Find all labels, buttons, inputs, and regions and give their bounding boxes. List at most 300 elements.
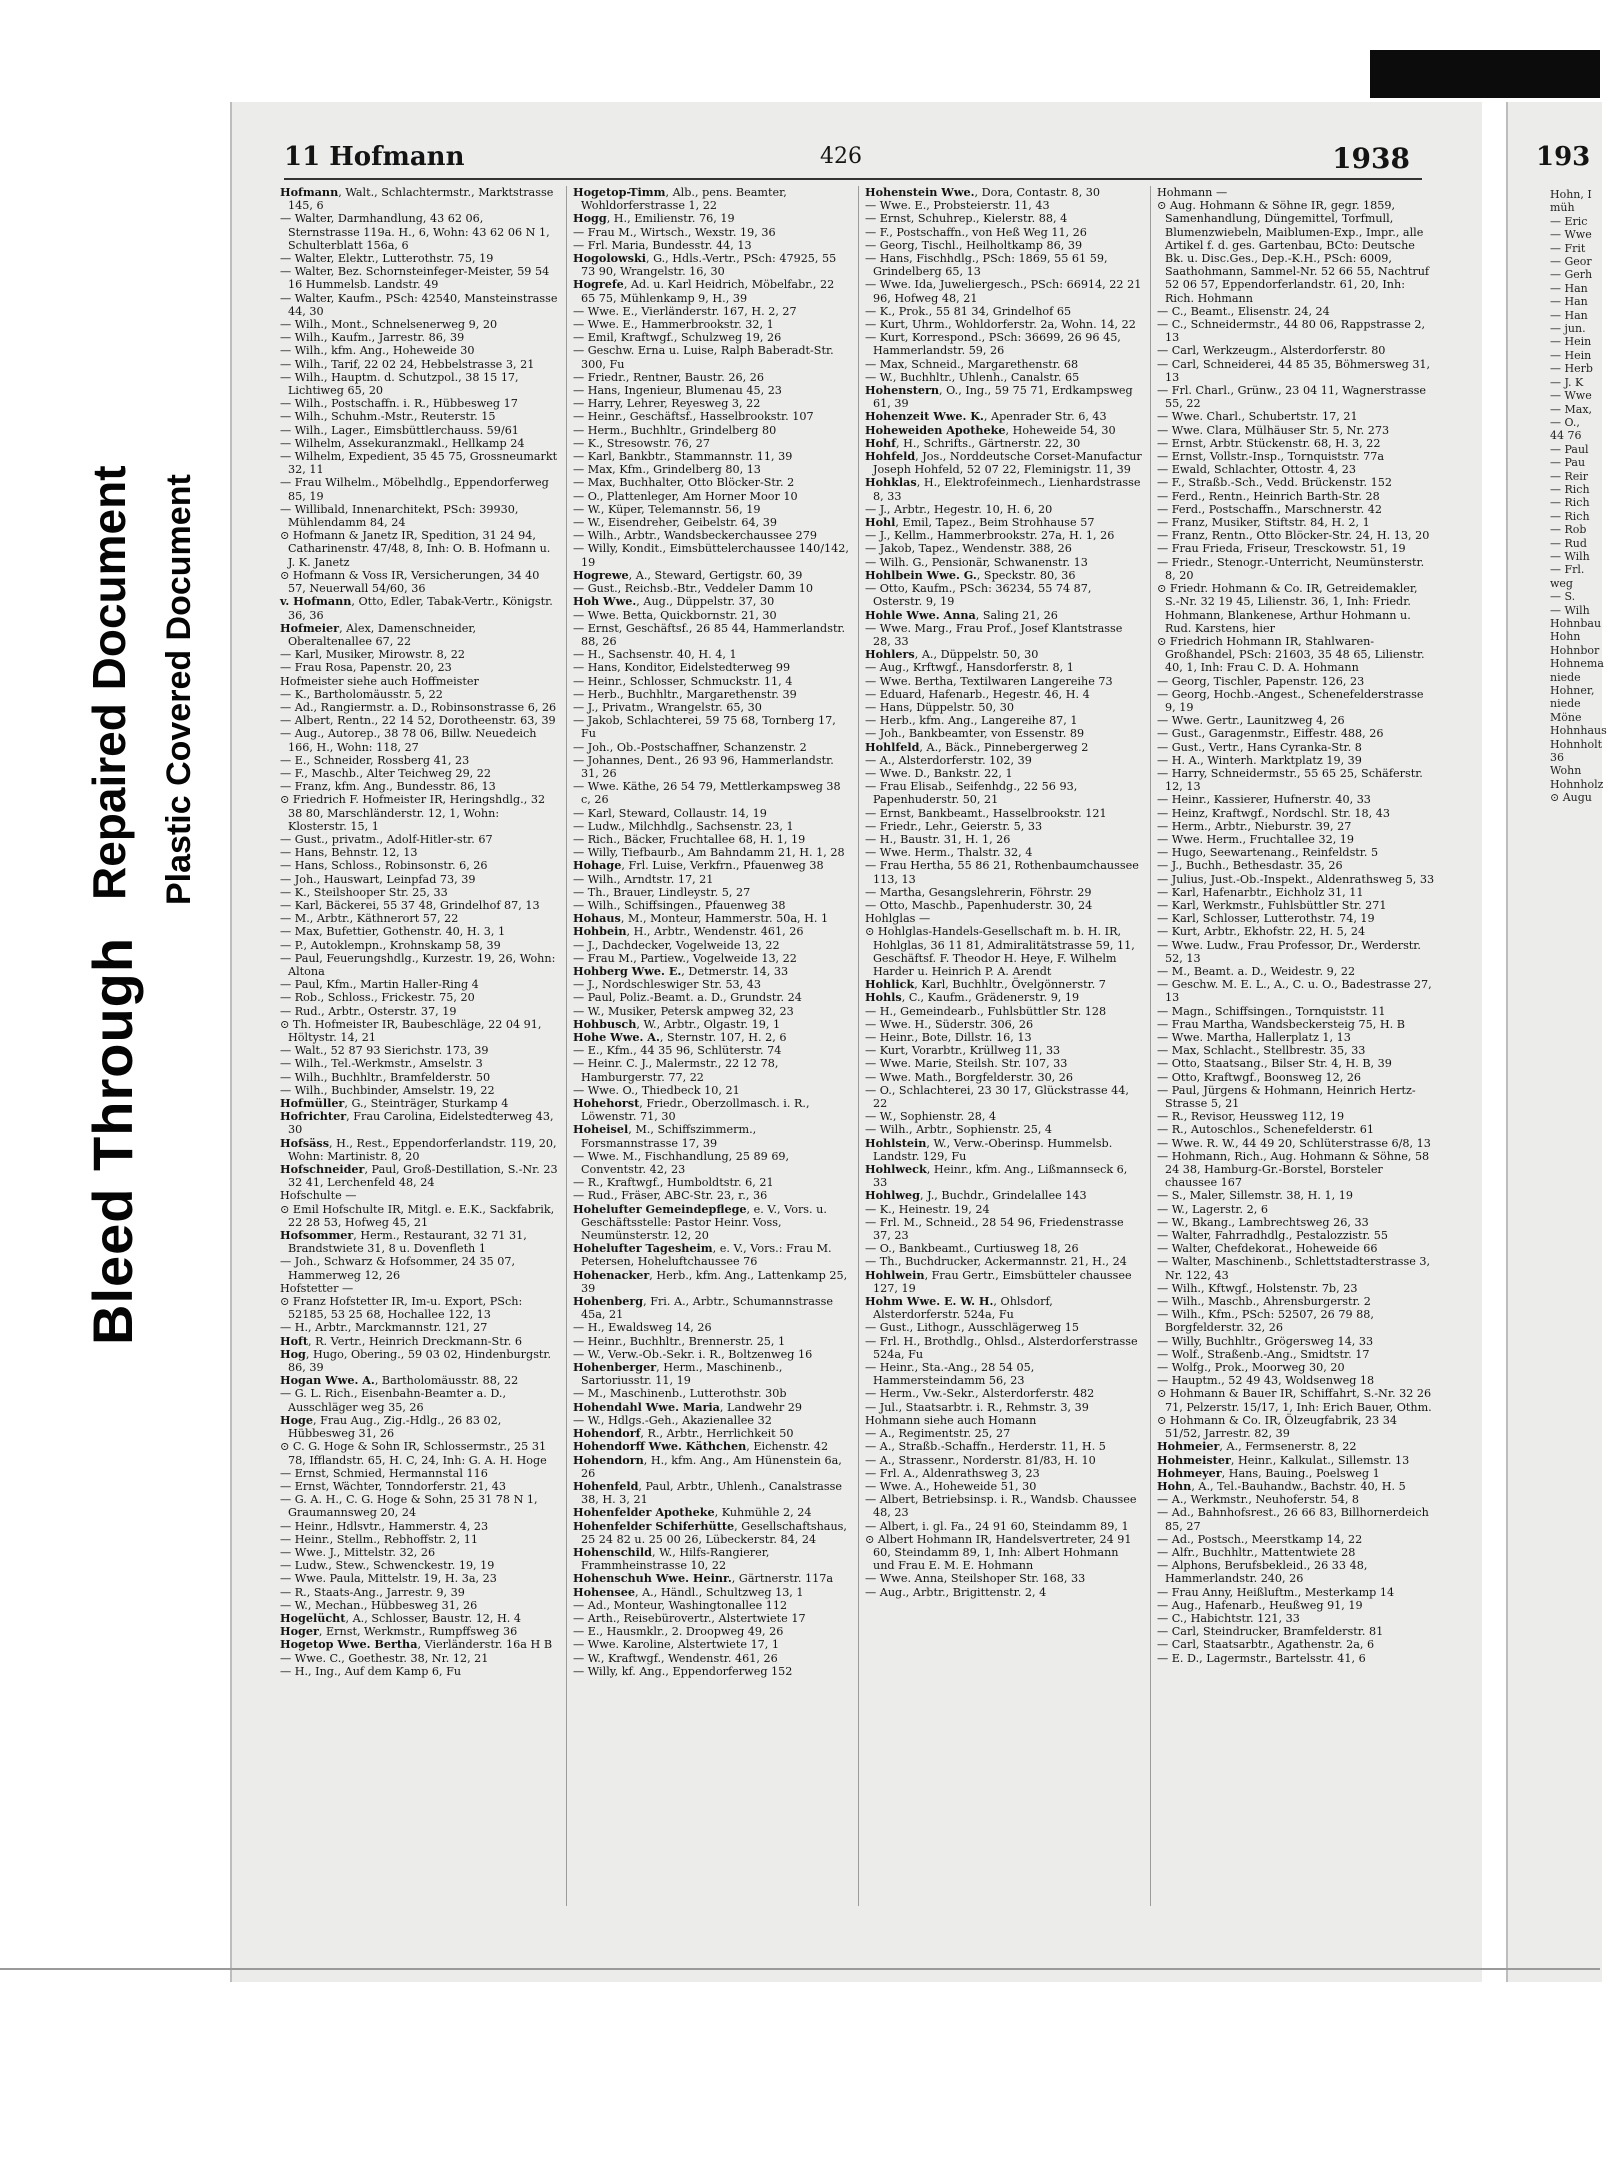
directory-entry: Hohelufter Tagesheim, e. V., Vors.: Frau M. Petersen, Hoheluftchaussee 76 — [573, 1241, 832, 1269]
directory-entry: — Kurt, Uhrm., Wohldorferstr. 2a, Wohn. 14, 22 — [865, 318, 1136, 332]
directory-entry: — Wolf., Straßenb.-Ang., Smidtstr. 17 — [1157, 1347, 1370, 1361]
directory-entry: — Wwe. A., Hoheweide 51, 30 — [865, 1479, 1037, 1493]
directory-entry: — Wwe. Math., Borgfelderstr. 30, 26 — [865, 1070, 1074, 1084]
directory-entry: — Alfr., Buchhltr., Mattentwiete 28 — [1157, 1545, 1356, 1559]
directory-entry: — Heinz, Kraftwgf., Nordschl. Str. 18, 43 — [1157, 806, 1390, 820]
directory-entry: — Heinr., Sta.-Ang., 28 54 05, Hammersteindamm 56, 23 — [865, 1361, 1035, 1388]
directory-entry: — Hans, Schloss., Robinsonstr. 6, 26 — [280, 859, 488, 873]
directory-entry: Hohe Wwe. A., Sternstr. 107, H. 2, 6 — [573, 1030, 787, 1044]
adjacent-line: — Han — [1550, 308, 1588, 322]
directory-entry: — Wwe. Bertha, Textilwaren Langereihe 73 — [865, 674, 1113, 688]
directory-entry: — Ernst, Geschäftsf., 26 85 44, Hammerlandstr. 88, 26 — [573, 621, 846, 648]
directory-entry: — E. D., Lagermstr., Bartelsstr. 41, 6 — [1157, 1651, 1366, 1665]
directory-entry: — Walter, Maschinenb., Schlettstadterstrasse 3, Nr. 122, 43 — [1157, 1255, 1431, 1282]
directory-entry: — Gust., Garagenmstr., Eiffestr. 488, 26 — [1157, 727, 1384, 741]
directory-entry: — Walter, Chefdekorat., Hoheweide 66 — [1157, 1242, 1378, 1256]
directory-entry: — Wilh., Arndtstr. 17, 21 — [573, 872, 714, 886]
directory-entry: — Heinr., Kassierer, Hufnerstr. 40, 33 — [1157, 793, 1371, 807]
adjacent-line: — S. — [1550, 590, 1576, 604]
directory-entry: — Hans, Fischhdlg., PSch: 1869, 55 61 59, Grindelberg 65, 13 — [865, 252, 1108, 279]
directory-entry: — J., Nordschleswiger Str. 53, 43 — [573, 978, 762, 992]
directory-entry: Hofsäss, H., Rest., Eppendorferlandstr. 119, 20, Wohn: Martinistr. 8, 20 — [280, 1135, 557, 1163]
adjacent-column — [1550, 188, 1610, 805]
directory-entry: — Frl. A., Aldenrathsweg 3, 23 — [865, 1466, 1040, 1480]
adjacent-line: Möne — [1550, 710, 1582, 724]
directory-entry: Hohl, Emil, Tapez., Beim Strohhause 57 — [865, 515, 1095, 530]
directory-entry: — Herm., Buchhltr., Grindelberg 80 — [573, 423, 777, 437]
directory-entry: — Arth., Reisebürovertr., Alstertwiete 17 — [573, 1611, 806, 1625]
directory-entry: — J., Arbtr., Hegestr. 10, H. 6, 20 — [865, 502, 1053, 516]
directory-entry: — Joh., Bankbeamter, von Essenstr. 89 — [865, 727, 1085, 741]
directory-entry: — Wwe. Käthe, 26 54 79, Mettlerkampsweg 38 c, 26 — [573, 780, 841, 807]
directory-entry: — Wilh., Schuhm.-Mstr., Reuterstr. 15 — [280, 410, 496, 424]
directory-entry: — Frau Hertha, 55 86 21, Rothenbaumchaussee 113, 13 — [865, 859, 1139, 886]
directory-entry: — P., Autoklempn., Krohnskamp 58, 39 — [280, 938, 501, 952]
directory-entry: — Ernst, Wächter, Tonndorferstr. 21, 43 — [280, 1479, 506, 1493]
directory-entry: Hohbein, H., Arbtr., Wendenstr. 461, 26 — [573, 924, 804, 939]
directory-entry: — Frau Anny, Heißluftm., Mesterkamp 14 — [1157, 1585, 1395, 1599]
directory-entry: Hohenstern, O., Ing., 59 75 71, Erdkampsweg 61, 39 — [865, 383, 1133, 411]
adjacent-line: Hohn, I — [1550, 188, 1592, 201]
directory-entry: — W., Mechan., Hübbesweg 31, 26 — [280, 1598, 478, 1612]
directory-entry: — Wilh., Postschaffn. i. R., Hübbesweg 17 — [280, 397, 518, 411]
directory-entry: Hohendahl Wwe. Maria, Landwehr 29 — [573, 1399, 803, 1414]
directory-entry: — Franz, Musiker, Stiftstr. 84, H. 2, 1 — [1157, 516, 1370, 530]
directory-entry: Hogrefe, Ad. u. Karl Heidrich, Möbelfabr., 22 65 75, Mühlenkamp 9, H., 39 — [573, 277, 835, 305]
directory-entry: — Wilh., Mont., Schnelsenerweg 9, 20 — [280, 318, 498, 332]
directory-entry: — Wwe. Marg., Frau Prof., Josef Klantstrasse 28, 33 — [865, 621, 1123, 648]
directory-entry: — W., Sophienstr. 28, 4 — [865, 1110, 997, 1124]
directory-entry: Hohenfelder Apotheke, Kuhmühle 2, 24 — [573, 1505, 812, 1520]
directory-entry: — Frl. M., Schneid., 28 54 96, Friedenstrasse 37, 23 — [865, 1215, 1124, 1243]
directory-entry: — W., Verw.-Ob.-Sekr. i. R., Boltzenweg 16 — [573, 1347, 813, 1361]
directory-entry: — O., Schlachterei, 23 30 17, Glückstrasse 44, 22 — [865, 1083, 1129, 1111]
adjacent-line: — Paul — [1550, 442, 1589, 456]
directory-entry: — Joh., Hauswart, Leinpfad 73, 39 — [280, 872, 476, 886]
repaired-document-label: Repaired Document — [83, 465, 135, 900]
directory-entry: Hohmann — — [1157, 186, 1228, 199]
directory-entry: — R., Staats-Ang., Jarrestr. 9, 39 — [280, 1585, 465, 1599]
directory-entry: Hohlweg, J., Buchdr., Grindelallee 143 — [865, 1188, 1087, 1203]
directory-entry: Hohelufter Gemeindepflege, e. V., Vors. u. Geschäftsstelle: Pastor Heinr. Voss, Neumünsterstr. 12, 20 — [573, 1201, 827, 1243]
adjacent-line: Hohn — [1550, 630, 1581, 644]
directory-entry: Hohensee, A., Händl., Schultzweg 13, 1 — [573, 1584, 804, 1599]
directory-entry: Hohn, A., Tel.-Bauhandw., Bachstr. 40, H. 5 — [1157, 1478, 1406, 1493]
directory-entry: — Walter, Kaufm., PSch: 42540, Mansteinstrasse 44, 30 — [280, 291, 558, 318]
directory-entry: — Frau Frieda, Friseur, Tresckowstr. 51, 19 — [1157, 542, 1406, 556]
directory-entry: — J., Buchh., Bethesdastr. 35, 26 — [1157, 859, 1343, 873]
directory-entry: Hogetop-Timm, Alb., pens. Beamter, Wohldorferstrasse 1, 22 — [573, 185, 787, 213]
directory-entry: — Carl, Steindrucker, Bramfelderstr. 81 — [1157, 1625, 1384, 1639]
directory-entry: — Ernst, Bankbeamt., Hasselbrookstr. 121 — [865, 806, 1107, 820]
directory-entry: ⊙ Friedrich Hohmann IR, Stahlwaren-Großhandel, PSch: 21603, 35 48 65, Lilienstr. 40, 1, Inh: Frau C. D. A. Hohmann — [1157, 634, 1425, 675]
directory-entry: — Karl, Schlosser, Lutterothstr. 74, 19 — [1157, 912, 1375, 926]
adjacent-line: Hohnbor — [1550, 643, 1600, 657]
adjacent-line: — Wilh — [1550, 549, 1590, 563]
directory-entry: — Frau Rosa, Papenstr. 20, 23 — [280, 661, 452, 675]
directory-entry: — Wwe. Herm., Thalstr. 32, 4 — [865, 846, 1033, 860]
directory-entry: — Gust., Vertr., Hans Cyranka-Str. 8 — [1157, 740, 1362, 754]
directory-entry: — Albert, Rentn., 22 14 52, Dorotheenstr. 63, 39 — [280, 714, 556, 728]
directory-entry: — A., Regimentstr. 25, 27 — [865, 1427, 1011, 1441]
directory-entry: — Frau Elisab., Seifenhdg., 22 56 93, Papenhuderstr. 50, 21 — [865, 780, 1078, 807]
directory-entry: Hohmeyer, Hans, Bauing., Poelsweg 1 — [1157, 1465, 1380, 1480]
directory-entry: — Paul, Feuerungshdlg., Kurzestr. 19, 26, Wohn: Altona — [280, 951, 556, 978]
directory-entry: — Herm., Vw.-Sekr., Alsterdorferstr. 482 — [865, 1387, 1095, 1401]
adjacent-line: Wohn — [1550, 764, 1582, 778]
adjacent-line: 36 — [1550, 751, 1564, 765]
directory-entry: — O., Bankbeamt., Curtiusweg 18, 26 — [865, 1242, 1079, 1256]
directory-entry: — Wwe. O., Thiedbeck 10, 21 — [573, 1083, 740, 1097]
directory-entry: — Max, Schlacht., Stellbrestr. 35, 33 — [1157, 1044, 1366, 1058]
directory-entry: — Wwe. Betta, Quickbornstr. 21, 30 — [573, 608, 777, 622]
directory-entry: — Joh., Ob.-Postschaffner, Schanzenstr. 2 — [573, 740, 807, 754]
directory-entry: — Aug., Hafenarb., Heußweg 91, 19 — [1157, 1598, 1363, 1612]
directory-entry: — J., Kellm., Hammerbrookstr. 27a, H. 1, 26 — [865, 529, 1115, 543]
directory-entry: — Wwe. Clara, Mülhäuser Str. 5, Nr. 273 — [1157, 423, 1390, 437]
adjacent-line: — Rich — [1550, 509, 1590, 523]
adjacent-line: — J. K — [1550, 375, 1584, 389]
column-3 — [858, 186, 1143, 1906]
directory-entry: — Georg, Hochb.-Angest., Schenefelderstrasse 9, 19 — [1157, 687, 1424, 714]
directory-entry: — Walter, Elektr., Lutterothstr. 75, 19 — [280, 252, 494, 266]
directory-entry: — F., Postschaffn., von Heß Weg 11, 26 — [865, 225, 1087, 239]
directory-entry: — Heinr., Stellm., Rebhoffstr. 2, 11 — [280, 1532, 478, 1546]
directory-entry: Hohlwein, Frau Gertr., Eimsbütteler chaussee 127, 19 — [865, 1267, 1132, 1295]
directory-entry: — W., Lagerstr. 2, 6 — [1157, 1202, 1268, 1216]
directory-entry: — K., Bartholomäusstr. 5, 22 — [280, 687, 443, 701]
directory-entry: — Jakob, Schlachterei, 59 75 68, Tornberg 17, Fu — [573, 714, 836, 741]
column-4 — [1150, 186, 1435, 1906]
directory-entry: — Heinr., Bote, Dillstr. 16, 13 — [865, 1031, 1032, 1044]
directory-entry: — Rich., Bäcker, Fruchtallee 68, H. 1, 19 — [573, 832, 806, 846]
directory-entry: — Wwe. R. W., 44 49 20, Schlüterstrasse 6/8, 13 — [1157, 1136, 1431, 1150]
directory-entry: Hohlbein Wwe. G., Speckstr. 80, 36 — [865, 567, 1076, 582]
adjacent-line: — jun. — [1550, 322, 1586, 336]
directory-entry: — M., Arbtr., Käthnerort 57, 22 — [280, 912, 459, 926]
directory-entry: — W., Buchhltr., Uhlenh., Canalstr. 65 — [865, 370, 1080, 384]
adjacent-line: — Frl. — [1550, 563, 1585, 577]
directory-entry: Hohlglas — — [865, 912, 931, 926]
entry-columns — [280, 185, 1435, 1906]
directory-entry: Hogolowski, G., Hdls.-Vertr., PSch: 47925, 55 73 90, Wrangelstr. 16, 30 — [573, 251, 837, 279]
directory-entry: — Max, Buchhalter, Otto Blöcker-Str. 2 — [573, 476, 795, 490]
directory-entry: ⊙ Franz Hofstetter IR, Im-u. Export, PSch: 52185, 53 25 68, Hochallee 122, 13 — [280, 1295, 523, 1322]
directory-entry: Hohmann siehe auch Homann — [865, 1413, 1037, 1427]
directory-entry: — H., Gemeindearb., Fuhlsbüttler Str. 128 — [865, 1004, 1107, 1018]
directory-entry: — Hans, Ingenieur, Blumenau 45, 23 — [573, 384, 782, 398]
directory-entry: ⊙ Hofmann & Janetz IR, Spedition, 31 24 94, Catharinenstr. 47/48, 8, Inh: O. B. Hofmann u. J. K. Janetz — [280, 529, 551, 569]
directory-entry: — Ernst, Schuhrep., Kielerstr. 88, 4 — [865, 212, 1068, 226]
directory-entry: — Ernst, Schmied, Hermannstal 116 — [280, 1466, 488, 1480]
bleed-through-label: Bleed Through — [81, 936, 144, 1345]
directory-entry: — W., Küper, Telemannstr. 56, 19 — [573, 502, 761, 516]
directory-entry: — Hans, Behnstr. 12, 13 — [280, 846, 418, 860]
adjacent-line: — Reir — [1550, 469, 1589, 483]
adjacent-line: niede — [1550, 697, 1581, 711]
directory-entry: — Gust., Reichsb.-Btr., Veddeler Damm 10 — [573, 582, 813, 596]
adjacent-page — [1506, 102, 1607, 1982]
directory-entry: — Willy, Buchhltr., Grögersweg 14, 33 — [1157, 1334, 1374, 1348]
directory-entry: — Jul., Staatsarbtr. i. R., Rehmstr. 3, 39 — [865, 1400, 1089, 1414]
directory-entry: — Frau Martha, Wandsbeckersteig 75, H. B — [1157, 1017, 1405, 1031]
directory-entry: — Ad., Rangiermstr. a. D., Robinsonstrasse 6, 26 — [280, 700, 557, 714]
adjacent-line: — Geor — [1550, 255, 1592, 269]
directory-entry: — Wwe. J., Mittelstr. 32, 26 — [280, 1545, 436, 1559]
directory-entry: Hogan Wwe. A., Bartholomäusstr. 88, 22 — [280, 1373, 519, 1388]
directory-entry: Hohmeister, Heinr., Kalkulat., Sillemstr. 13 — [1157, 1452, 1410, 1467]
directory-entry: Hofstetter — — [280, 1281, 354, 1295]
adjacent-line: — O., — [1550, 415, 1580, 429]
directory-entry: — R., Revisor, Heussweg 112, 19 — [1157, 1110, 1345, 1124]
directory-entry: — Hugo, Seewartenang., Reinfeldstr. 5 — [1157, 846, 1379, 860]
directory-entry: ⊙ Aug. Hohmann & Söhne IR, gegr. 1859, Samenhandlung, Düngemittel, Torfmull, Blumenzwiebeln, Maiblumen-Exp., Impr., alle Artikel f. d. ges. Gartenbau, BCto: Deutsche Bk. u. Disc.Ges., Dep.-K.H., PSch: 6009, Saathohmann, Sammel-Nr. 52 66 55, Nachtruf 52 06 57, Eppendorferlandstr. 61, 20, Inh: Rich. Hohmann — [1157, 199, 1430, 305]
adjacent-line: — Eric — [1550, 214, 1588, 228]
column-2 — [566, 186, 851, 1906]
directory-entry: — F., Straßb.-Sch., Vedd. Brückenstr. 152 — [1157, 476, 1392, 490]
adjacent-line: — Wwe — [1550, 228, 1592, 242]
directory-entry: — Frl. Charl., Grünw., 23 04 11, Wagnerstrasse 55, 22 — [1157, 384, 1427, 411]
directory-entry: — H., Ewaldsweg 14, 26 — [573, 1321, 712, 1335]
column-1 — [280, 186, 558, 1906]
directory-entry: Hohbusch, W., Arbtr., Olgastr. 19, 1 — [573, 1016, 781, 1031]
directory-entry: — Ewald, Schlachter, Ottostr. 4, 23 — [1157, 463, 1357, 477]
directory-entry: — Wwe. Ludw., Frau Professor, Dr., Werderstr. 52, 13 — [1157, 938, 1421, 965]
directory-entry: — Karl, Musiker, Mirowstr. 8, 22 — [280, 648, 466, 662]
directory-entry: — A., Alsterdorferstr. 102, 39 — [865, 753, 1032, 767]
adjacent-line: — Rud — [1550, 536, 1587, 550]
directory-entry: — Max, Schneid., Margarethenstr. 68 — [865, 357, 1079, 371]
directory-entry: — Ludw., Stew., Schwenckestr. 19, 19 — [280, 1559, 495, 1573]
directory-entry: — Wilh., Tel.-Werkmstr., Amselstr. 3 — [280, 1057, 483, 1071]
directory-entry: — Wilh., Hauptm. d. Schutzpol., 38 15 17, Lichtiweg 65, 20 — [280, 370, 519, 398]
directory-entry: Hofrichter, Frau Carolina, Eidelstedterweg 43, 30 — [280, 1109, 554, 1137]
directory-entry: — S., Maler, Sillemstr. 38, H. 1, 19 — [1157, 1189, 1354, 1203]
directory-entry: — Willy, Tiefbaurb., Am Bahndamm 21, H. 1, 28 — [573, 846, 845, 860]
directory-entry: — A., Werkmstr., Neuhoferstr. 54, 8 — [1157, 1493, 1360, 1507]
directory-entry: Hohfeld, Jos., Norddeutsche Corset-Manufactur Joseph Hohfeld, 52 07 22, Fleminigstr. 11, 39 — [865, 449, 1142, 477]
directory-entry: — Geschw. Erna u. Luise, Ralph Baberadt-Str. 300, Fu — [573, 344, 834, 371]
directory-entry: Hohls, C., Kaufm., Grädenerstr. 9, 19 — [865, 990, 1080, 1005]
directory-entry: — F., Maschb., Alter Teichweg 29, 22 — [280, 766, 492, 780]
directory-entry: Hogrewe, A., Steward, Gertigstr. 60, 39 — [573, 567, 803, 582]
directory-entry: — Wwe. Marie, Steilsh. Str. 107, 33 — [865, 1057, 1068, 1071]
adjacent-line: — Herb — [1550, 362, 1593, 376]
directory-entry: ⊙ Hofmann & Voss IR, Versicherungen, 34 40 57, Neuerwall 54/60, 36 — [280, 568, 540, 596]
directory-entry: — Wwe. E., Hammerbrookstr. 32, 1 — [573, 318, 774, 332]
top-margin — [0, 0, 1600, 50]
directory-entry: — Ludw., Milchhdlg., Sachsenstr. 23, 1 — [573, 819, 794, 833]
directory-entry: — Wilh., Schiffsingen., Pfauenweg 38 — [573, 898, 786, 912]
directory-entry: — Carl, Schneiderei, 44 85 35, Böhmersweg 31, 13 — [1157, 357, 1431, 384]
directory-entry: — Karl, Bankbtr., Stammannstr. 11, 39 — [573, 450, 793, 464]
directory-entry: Hohaus, M., Monteur, Hammerstr. 50a, H. 1 — [573, 911, 829, 926]
directory-entry: — O., Plattenleger, Am Horner Moor 10 — [573, 489, 798, 503]
directory-entry: Hohenacker, Herb., kfm. Ang., Lattenkamp 25, 39 — [573, 1267, 848, 1295]
directory-entry: v. Hofmann, Otto, Edler, Tabak-Vertr., Königstr. 36, 36 — [280, 594, 553, 622]
directory-entry: — K., Stresowstr. 76, 27 — [573, 436, 711, 450]
directory-entry: — Wilh., Tarif, 22 02 24, Hebbelstrasse 3, 21 — [280, 357, 535, 371]
directory-entry: Hohenberger, Herm., Maschinenb., Sartoriusstr. 11, 19 — [573, 1360, 783, 1388]
directory-entry: — Wilh., Arbtr., Sophienstr. 25, 4 — [865, 1123, 1053, 1137]
adjacent-line: — Hein — [1550, 335, 1592, 349]
adjacent-line: — Han — [1550, 295, 1588, 309]
directory-entry: Hofschneider, Paul, Groß-Destillation, S.-Nr. 23 32 41, Lerchenfeld 48, 24 — [280, 1162, 558, 1190]
directory-entry: — Ferd., Rentn., Heinrich Barth-Str. 28 — [1157, 489, 1380, 503]
directory-entry: — W., Hdlgs.-Geh., Akazienallee 32 — [573, 1413, 772, 1427]
directory-entry: ⊙ Emil Hofschulte IR, Mitgl. e. E.K., Sackfabrik, 22 28 53, Hofweg 45, 21 — [280, 1202, 555, 1229]
directory-entry: Hohendorn, H., kfm. Ang., Am Hünenstein 6a, 26 — [573, 1452, 842, 1480]
adjacent-line: Hohner, — [1550, 684, 1595, 698]
directory-entry: — Wilh., Arbtr., Wandsbeckerchaussee 279 — [573, 529, 818, 543]
directory-entry: — Wilh., Buchhltr., Bramfelderstr. 50 — [280, 1070, 491, 1084]
directory-entry: — Gust., privatm., Adolf-Hitler-str. 67 — [280, 832, 493, 846]
directory-entry: — Walter, Bez. Schornsteinfeger-Meister, 59 54 16 Hummelsb. Landstr. 49 — [280, 265, 550, 292]
directory-entry: ⊙ Friedr. Hohmann & Co. IR, Getreidemakler, S.-Nr. 32 19 45, Lilienstr. 36, 1, Inh: Friedr. Hohmann, Blankenese, Arthur Hohmann u. Rud. Karstens, hier — [1157, 582, 1418, 635]
running-head: 11 Hofmann — [284, 142, 465, 172]
directory-entry: — Karl, Werkmstr., Fuhlsbüttler Str. 271 — [1157, 898, 1387, 912]
adjacent-line: ⊙ Augu — [1550, 791, 1592, 805]
adjacent-line: Hohnholz — [1550, 777, 1604, 791]
directory-entry: ⊙ Th. Hofmeister IR, Baubeschläge, 22 04 91, Höltystr. 14, 21 — [280, 1017, 542, 1044]
directory-entry: Hohmeier, A., Fermsenerstr. 8, 22 — [1157, 1439, 1357, 1454]
directory-entry: Hohlick, Karl, Buchhltr., Övelgönnerstr. 7 — [865, 977, 1106, 992]
directory-entry: Hohlfeld, A., Bäck., Pinnebergerweg 2 — [865, 739, 1089, 754]
directory-entry: — H., Baustr. 31, H. 1, 26 — [865, 832, 1011, 846]
directory-entry: — E., Hausmklr., 2. Droopweg 49, 26 — [573, 1625, 784, 1639]
directory-entry: — Frl. Maria, Bundesstr. 44, 13 — [573, 238, 752, 252]
directory-entry: — Walt., 52 87 93 Sierichstr. 173, 39 — [280, 1044, 489, 1058]
directory-entry: — R., Autoschlos., Schenefelderstr. 61 — [1157, 1123, 1375, 1137]
directory-entry: — Aug., Autorep., 38 78 06, Billw. Neuedeich 166, H., Wohn: 118, 27 — [280, 727, 537, 754]
directory-entry: Hohehorst, Friedr., Oberzollmasch. i. R., Löwenstr. 71, 30 — [573, 1096, 810, 1124]
directory-entry: — Wwe. Charl., Schubertstr. 17, 21 — [1157, 410, 1358, 424]
adjacent-line: — Frit — [1550, 241, 1586, 255]
directory-entry: Hohenfelder Schiferhütte, Gesellschaftshaus, 25 24 82 u. 25 00 26, Lübeckerstr. 84, 24 — [573, 1518, 847, 1546]
page-number: 426 — [820, 144, 862, 169]
directory-entry: — Wwe. Martha, Hallerplatz 1, 13 — [1157, 1031, 1351, 1044]
directory-entry: — H., Arbtr., Marckmannstr. 121, 27 — [280, 1321, 488, 1335]
adjacent-line: — Max, — [1550, 402, 1593, 416]
directory-entry: — Max, Kfm., Grindelberg 80, 13 — [573, 463, 761, 477]
directory-entry: — M., Beamt. a. D., Weidestr. 9, 22 — [1157, 964, 1356, 978]
directory-entry: — Wwe. Herm., Fruchtallee 32, 19 — [1157, 832, 1355, 846]
page-header — [284, 142, 1422, 180]
directory-entry: — Eduard, Hafenarb., Hegestr. 46, H. 4 — [865, 687, 1090, 701]
directory-entry: — Rud., Arbtr., Osterstr. 37, 19 — [280, 1004, 457, 1018]
directory-entry: — Th., Brauer, Lindleystr. 5, 27 — [573, 885, 751, 899]
directory-entry: — Hans, Konditor, Eidelstedterweg 99 — [573, 661, 791, 675]
directory-entry: Hohenfeld, Paul, Arbtr., Uhlenh., Canalstrasse 38, H. 3, 21 — [573, 1478, 842, 1507]
directory-entry: — Wwe. E., Vierländerstr. 167, H. 2, 27 — [573, 304, 797, 318]
directory-entry: — Ferd., Postschaffn., Marschnerstr. 42 — [1157, 502, 1383, 516]
directory-entry: Hohenberg, Fri. A., Arbtr., Schumannstrasse 45a, 21 — [573, 1294, 833, 1322]
adjacent-line: — Wwe — [1550, 389, 1592, 403]
directory-entry: — E., Schneider, Rossberg 41, 23 — [280, 753, 470, 767]
directory-entry: — Heinr. C. J., Malermstr., 22 12 78, Hamburgerstr. 77, 22 — [573, 1057, 779, 1084]
directory-entry: — Harry, Lehrer, Reyesweg 3, 22 — [573, 397, 761, 411]
directory-entry: — Ad., Postsch., Meerstkamp 14, 22 — [1157, 1532, 1363, 1546]
directory-entry: — Alphons, Berufsbekleid., 26 33 48, Hammerlandstr. 240, 26 — [1157, 1559, 1368, 1586]
adjacent-line: — Han — [1550, 281, 1588, 295]
directory-entry: Hogg, H., Emilienstr. 76, 19 — [573, 211, 735, 226]
directory-entry: Hohklas, H., Elektrofeinmech., Lienhardstrasse 8, 33 — [865, 475, 1141, 503]
adjacent-line: müh — [1550, 201, 1575, 215]
directory-entry: — Wilh., Maschb., Ahrensburgerstr. 2 — [1157, 1295, 1371, 1309]
directory-entry: — Friedr., Stenogr.-Unterricht, Neumünsterstr. 8, 20 — [1157, 555, 1425, 582]
directory-entry: — Hohmann, Rich., Aug. Hohmann & Söhne, 58 24 38, Hamburg-Gr.-Borstel, Borsteler chaussee 167 — [1157, 1149, 1430, 1190]
directory-entry: — Karl, Bäckerei, 55 37 48, Grindelhof 87, 13 — [280, 898, 540, 912]
directory-entry: — Wilh. G., Pensionär, Schwanenstr. 13 — [865, 555, 1088, 569]
directory-entry: — Wilh., Buchbinder, Amselstr. 19, 22 — [280, 1083, 495, 1097]
directory-entry: — Friedr., Rentner, Baustr. 26, 26 — [573, 370, 764, 384]
adjacent-line: Hohnbau — [1550, 617, 1602, 630]
directory-entry: — Herb., kfm. Ang., Langereihe 87, 1 — [865, 714, 1078, 728]
directory-entry: — Geschw. M. E. L., A., C. u. O., Badestrasse 27, 13 — [1157, 978, 1432, 1005]
adjacent-line: niede — [1550, 670, 1581, 684]
directory-entry: — Paul, Kfm., Martin Haller-Ring 4 — [280, 978, 479, 992]
adjacent-line: — Rich — [1550, 482, 1590, 496]
adjacent-line: — Wilh — [1550, 603, 1590, 617]
adjacent-line: 44 76 — [1550, 429, 1582, 443]
directory-entry: — Frau M., Wirtsch., Wexstr. 19, 36 — [573, 225, 776, 239]
directory-entry: Hohle Wwe. Anna, Saling 21, 26 — [865, 607, 1058, 622]
directory-entry: Hoger, Ernst, Werkmstr., Rumpffsweg 36 — [280, 1624, 518, 1639]
directory-entry: — Walter, Fahrradhdlg., Pestalozzistr. 55 — [1157, 1229, 1388, 1243]
directory-entry: — A., Straßb.-Schaffn., Herderstr. 11, H. 5 — [865, 1440, 1106, 1454]
directory-entry: — W., Eisendreher, Geibelstr. 64, 39 — [573, 516, 777, 530]
directory-entry: Hohm Wwe. E. W. H., Ohlsdorf, Alsterdorferstr. 524a, Fu — [865, 1294, 1053, 1322]
directory-entry: — Frau Wilhelm., Möbelhdlg., Eppendorferweg 85, 19 — [280, 476, 549, 503]
directory-entry: — Max, Bufettier, Gothenstr. 40, H. 3, 1 — [280, 925, 506, 939]
directory-entry: — Kurt, Vorarbtr., Krüllweg 11, 33 — [865, 1044, 1061, 1058]
directory-entry: — Ernst, Vollstr.-Insp., Tornquiststr. 77a — [1157, 450, 1385, 464]
directory-entry: — K., Steilshooper Str. 25, 33 — [280, 885, 448, 899]
directory-entry: Hohenzeit Wwe. K., Apenrader Str. 6, 43 — [865, 409, 1107, 424]
plastic-covered-label: Plastic Covered Document — [160, 474, 198, 905]
directory-entry: — Wwe. M., Fischhandlung, 25 89 69, Conventstr. 42, 23 — [573, 1149, 790, 1177]
directory-entry: — Willy, Kondit., Eimsbüttelerchaussee 140/142, 19 — [573, 542, 849, 569]
year-label: 1938 — [1332, 142, 1410, 175]
directory-entry: — Julius, Just.-Ob.-Inspekt., Aldenrathsweg 5, 33 — [1157, 872, 1435, 886]
directory-entry: Hoft, R. Vertr., Heinrich Dreckmann-Str. 6 — [280, 1333, 523, 1348]
directory-entry: — Rob., Schloss., Frickestr. 75, 20 — [280, 991, 475, 1005]
directory-entry: — W., Bkang., Lambrechtsweg 26, 33 — [1157, 1215, 1369, 1229]
directory-entry: Hogelücht, A., Schlosser, Baustr. 12, H. 4 — [280, 1610, 522, 1625]
directory-entry: — Carl, Werkzeugm., Alsterdorferstr. 80 — [1157, 344, 1386, 358]
directory-entry: — Wilh., Lager., Eimsbüttlerchauss. 59/61 — [280, 423, 519, 437]
directory-entry: — Heinr., Buchhltr., Brennerstr. 25, 1 — [573, 1334, 786, 1348]
directory-entry: Hog, Hugo, Obering., 59 03 02, Hindenburgstr. 86, 39 — [280, 1346, 552, 1375]
directory-entry: — Georg, Tischl., Heilholtkamp 86, 39 — [865, 238, 1083, 252]
directory-entry: Hofsommer, Herm., Restaurant, 32 71 31, Brandstwiete 31, 8 u. Dovenfleth 1 — [280, 1228, 527, 1256]
adjacent-line: Hohnema — [1550, 657, 1604, 671]
directory-entry: — Kurt, Korrespond., PSch: 36699, 26 96 45, Hammerlandstr. 59, 26 — [865, 331, 1121, 358]
directory-entry: Hohenschuh Wwe. Heinr., Gärtnerstr. 117a — [573, 1571, 833, 1586]
directory-entry: — H., Ing., Auf dem Kamp 6, Fu — [280, 1664, 462, 1678]
directory-entry: — Joh., Schwarz & Hofsommer, 24 35 07, Hammerweg 12, 26 — [280, 1255, 516, 1282]
directory-entry: — Heinr., Hdlsvtr., Hammerstr. 4, 23 — [280, 1519, 489, 1533]
directory-entry: — C., Beamt., Elisenstr. 24, 24 — [1157, 304, 1330, 318]
directory-entry: — Wwe. E., Probsteierstr. 11, 43 — [865, 199, 1050, 213]
directory-entry: — H. A., Winterh. Marktplatz 19, 39 — [1157, 753, 1362, 767]
directory-entry: Hofmeister siehe auch Hoffmeister — [280, 674, 479, 688]
directory-entry: Hoheisel, M., Schiffszimmerm., Forsmannstrasse 17, 39 — [573, 1122, 757, 1150]
directory-entry: — W., Musiker, Petersk ampweg 32, 23 — [573, 1004, 794, 1018]
directory-entry: — Otto, Maschb., Papenhuderstr. 30, 24 — [865, 898, 1093, 912]
directory-entry: — Willy, kf. Ang., Eppendorferweg 152 — [573, 1664, 793, 1678]
directory-entry: — Wwe. Anna, Steilshoper Str. 168, 33 — [865, 1572, 1086, 1586]
